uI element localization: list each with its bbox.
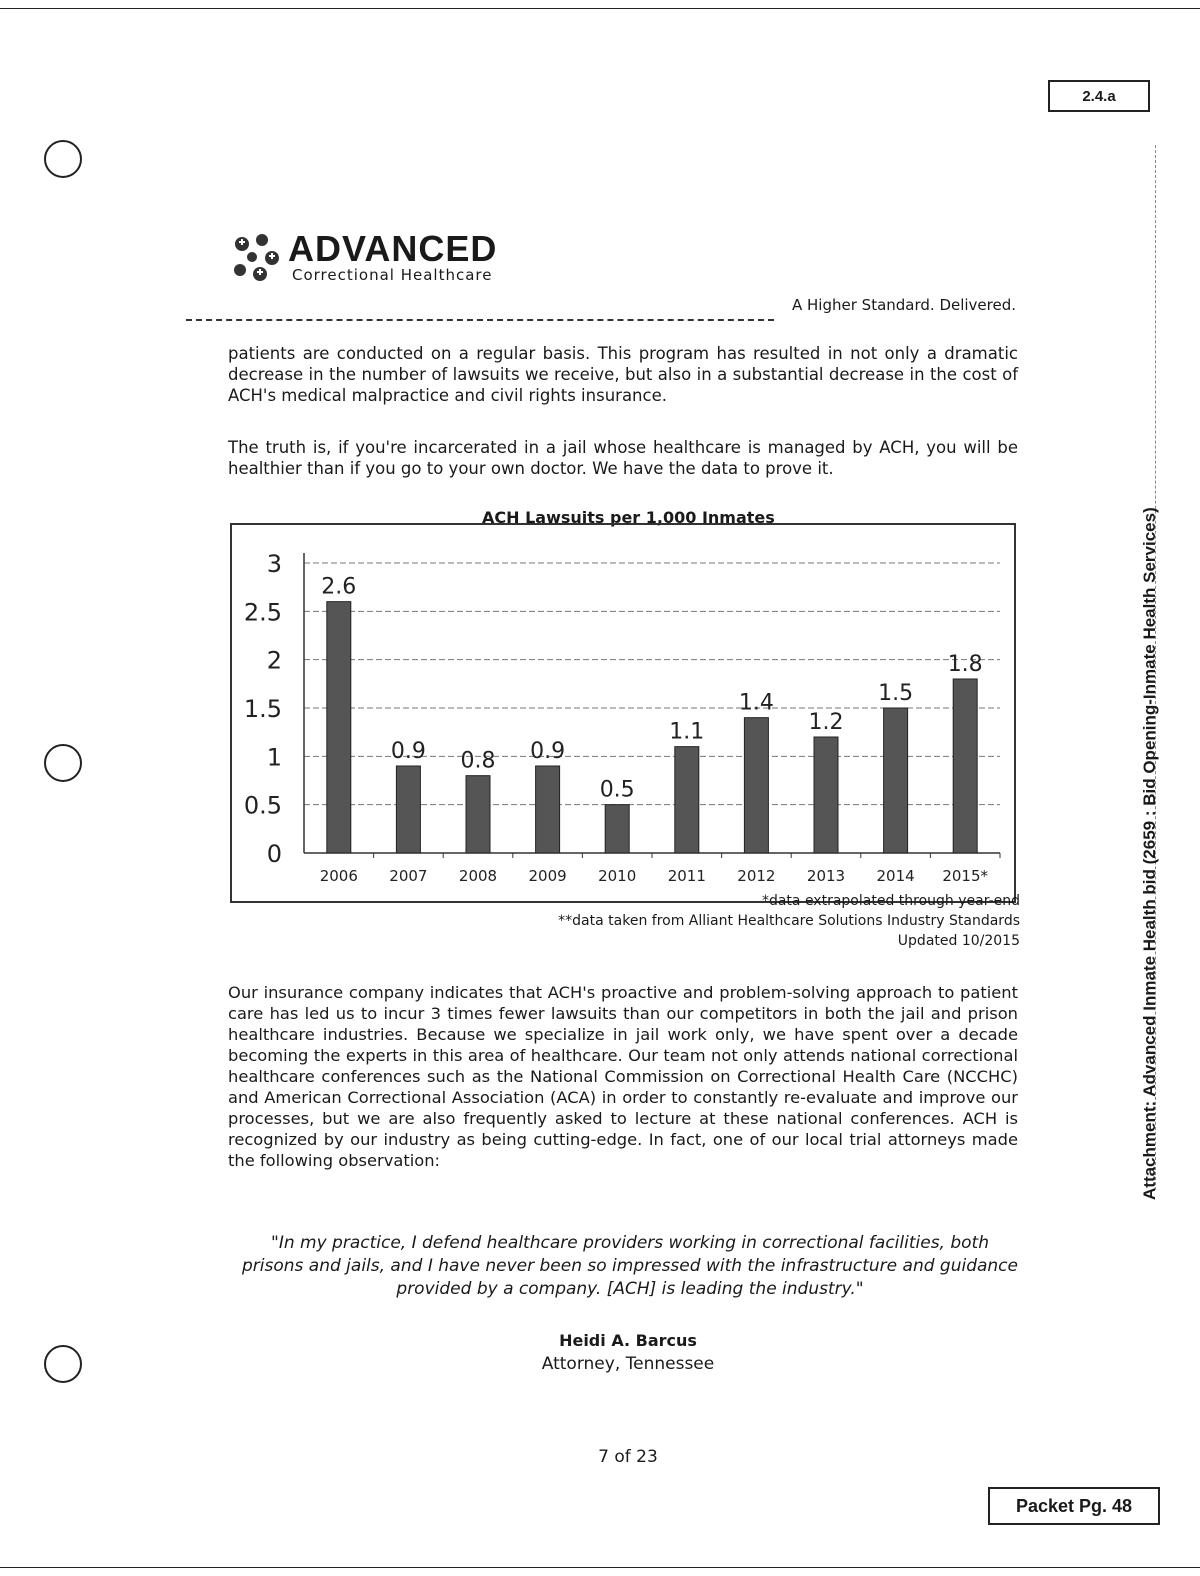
y-tick-label: 1.5	[243, 695, 282, 723]
binder-hole-middle	[44, 744, 82, 782]
page-number: 7 of 23	[598, 1447, 658, 1467]
chart-note-source: **data taken from Alliant Healthcare Solutions Industry Standards	[558, 913, 1020, 929]
bar-value-label: 0.5	[599, 777, 635, 803]
quote-author-name: Heidi A. Barcus	[559, 1331, 697, 1350]
x-tick-label: 2010	[598, 867, 637, 885]
logo-subtitle: Correctional Healthcare	[292, 266, 493, 284]
packet-page-label: Packet Pg. 48	[1015, 1495, 1133, 1516]
y-tick-label: 1	[266, 743, 282, 772]
bar-value-label: 0.9	[530, 739, 566, 764]
bar-value-label: 1.4	[738, 690, 774, 716]
paragraph-intro: patients are conducted on a regular basis. This program has resulted in not only a dramatic decrease in the number of lawsuits we receive, but also in a substantial decrease in the cost of ACH's medical malpractice and civil rights insurance.	[228, 344, 1018, 405]
y-tick-label: 2	[266, 646, 282, 675]
bottom-border	[0, 1567, 1200, 1568]
chart-note-updated: Updated 10/2015	[897, 933, 1020, 949]
quote-author-role: Attorney, Tennessee	[541, 1354, 715, 1374]
x-tick-label: 2007	[389, 867, 428, 885]
logo-mark-icon	[226, 230, 282, 286]
x-tick-label: 2015*	[942, 867, 989, 885]
bar-2014	[884, 708, 908, 853]
x-tick-label: 2013	[806, 867, 846, 885]
chart-note-extrapolated: *data extrapolated through year-end	[761, 893, 1020, 909]
bar-value-label: 1.2	[808, 710, 844, 735]
bar-value-label: 1.5	[878, 681, 914, 706]
logo-name: ADVANCED	[288, 228, 498, 269]
bar-value-label: 1.8	[947, 652, 983, 677]
x-tick-label: 2012	[737, 867, 776, 885]
chart-title: ACH Lawsuits per 1,000 Inmates	[482, 508, 775, 527]
x-tick-label: 2006	[319, 867, 358, 885]
bar-value-label: 1.1	[669, 719, 705, 745]
bar-2015	[953, 679, 977, 853]
x-tick-label: 2009	[528, 867, 567, 885]
x-tick-label: 2008	[458, 867, 498, 885]
x-tick-label: 2014	[876, 867, 915, 885]
top-border	[0, 8, 1200, 9]
bar-2009	[536, 766, 560, 853]
bar-2011	[675, 747, 699, 853]
y-tick-label: 3	[266, 550, 282, 578]
reference-code: 2.4.a	[1082, 87, 1116, 105]
bar-2008	[466, 776, 490, 853]
bar-value-label: 2.6	[321, 574, 357, 600]
reference-code-box	[1048, 80, 1150, 112]
company-logo	[226, 230, 497, 286]
tagline: A Higher Standard. Delivered.	[792, 296, 1017, 314]
y-tick-label: 0	[266, 840, 282, 868]
bar-2010	[605, 805, 629, 853]
x-tick-label: 2011	[667, 867, 706, 885]
paragraph-insurance: Our insurance company indicates that ACH's proactive and problem-solving approach to patient care has led us to incur 3 times fewer lawsuits than our competitors in both the jail and prison healthcare industries. Because we specialize in jail work only, we have spent over a decade becoming the experts in this area of healthcare. Our team not only attends national correctional healthcare conferences such as the National Commission on Correctional Health Care (NCCHC) and American Correctional Association (ACA) in order to constantly re-evaluate and improve our processes, but we are also frequently asked to lecture at these national conferences. ACH is recognized by our industry as being cutting-edge. In fact, one of our local trial attorneys made the following observation:	[228, 983, 1018, 1170]
paragraph-truth: The truth is, if you're incarcerated in a jail whose healthcare is managed by ACH, you will be healthier than if you go to your own doctor. We have the data to prove it.	[228, 438, 1018, 478]
attachment-label: Attachment: Advanced Inmate Health bid (2659 : Bid Opening-Inmate Health Services)	[1140, 507, 1159, 1200]
lawsuits-bar-chart	[230, 523, 1016, 903]
header-dashed-rule	[186, 319, 774, 321]
binder-hole-top	[44, 140, 82, 178]
y-tick-label: 2.5	[243, 598, 282, 627]
bar-2013	[814, 737, 838, 853]
packet-page-box	[988, 1487, 1160, 1525]
attorney-quote: "In my practice, I defend healthcare providers working in correctional facilities, both prisons and jails, and I have never been so impressed with the infrastructure and guidance provided by a company. [ACH] is leading the industry."	[242, 1233, 1018, 1299]
bar-2012	[744, 718, 768, 853]
bar-value-label: 0.8	[460, 748, 496, 774]
bar-value-label: 0.9	[390, 739, 426, 764]
y-tick-label: 0.5	[243, 791, 282, 820]
bar-2007	[396, 766, 420, 853]
bar-2006	[327, 602, 351, 853]
